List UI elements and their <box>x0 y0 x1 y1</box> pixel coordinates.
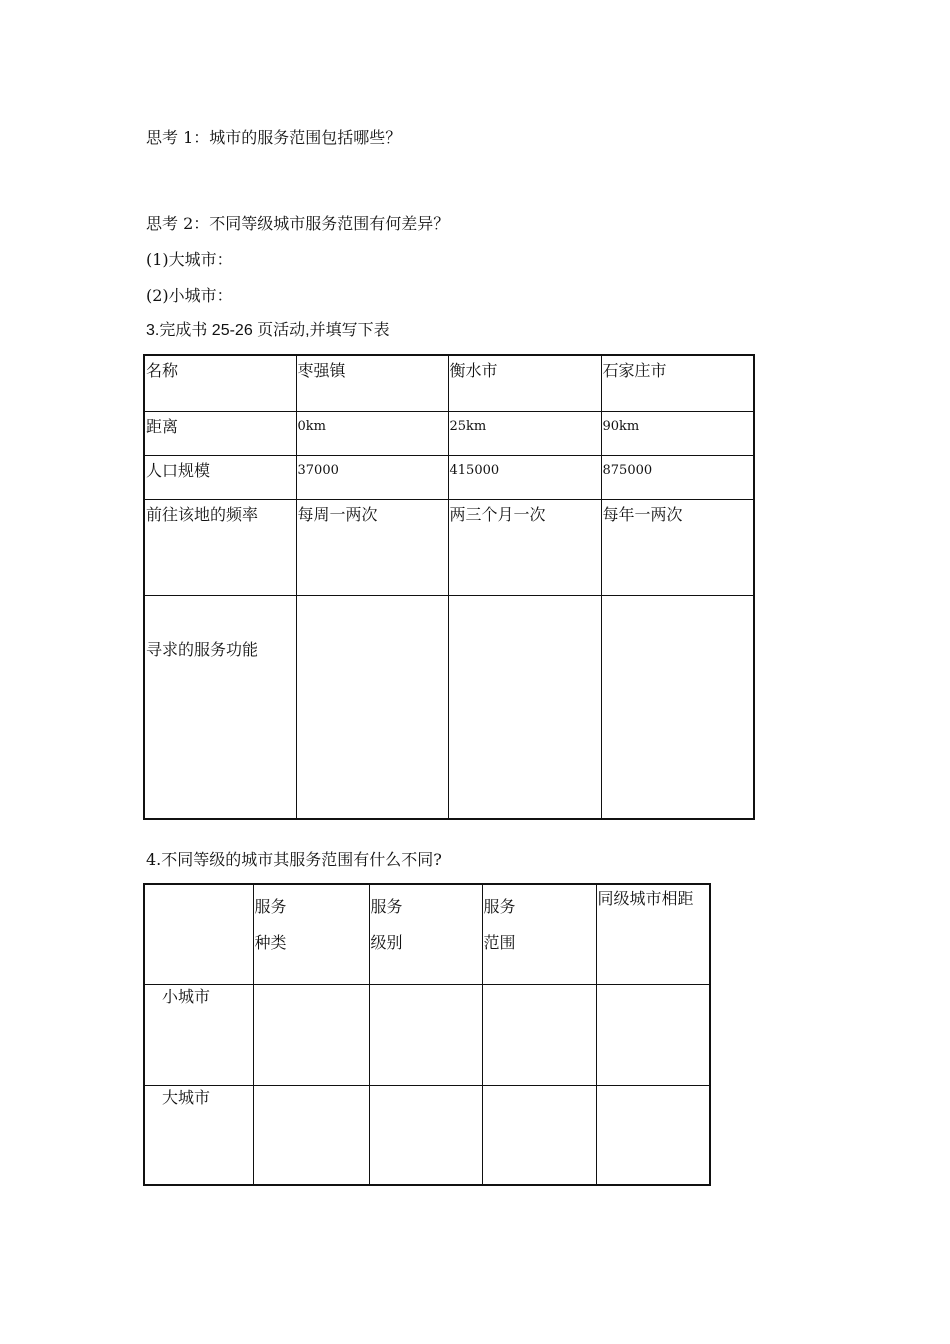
table-header-cell: 服务 级别 <box>369 884 482 984</box>
table-row <box>144 455 754 499</box>
table-header-cell: 名称 <box>144 355 296 411</box>
table-cell <box>448 595 601 819</box>
table-header-row <box>144 884 710 984</box>
question-2-item-1: (1)大城市： <box>146 250 233 269</box>
table-cell <box>253 1085 369 1185</box>
table-header-cell: 服务 种类 <box>253 884 369 984</box>
table-cell: 415000 <box>448 455 601 499</box>
table-cell: 25km <box>448 411 601 455</box>
table-row <box>144 499 754 595</box>
table-cell: 前往该地的频率 <box>144 499 296 595</box>
table-cell <box>601 595 754 819</box>
question-3: 3.完成书 25-26 页活动,并填写下表 <box>146 322 390 339</box>
table-header-cell: 衡水市 <box>448 355 601 411</box>
table-row <box>144 411 754 455</box>
question-2: 思考 2：不同等级城市服务范围有何差异？ <box>146 214 450 233</box>
table-cell: 小城市 <box>144 984 253 1085</box>
question-1: 思考 1：城市的服务范围包括哪些？ <box>146 128 402 147</box>
table-header-row <box>144 355 754 411</box>
question-4: 4.不同等级的城市其服务范围有什么不同? <box>146 850 442 869</box>
table-cell: 90km <box>601 411 754 455</box>
table-header-cell: 服务 范围 <box>482 884 596 984</box>
table-cell <box>369 1085 482 1185</box>
table-row <box>144 595 754 819</box>
table-header-cell: 同级城市相距 <box>596 884 710 984</box>
table-cell: 寻求的服务功能 <box>144 595 296 819</box>
table-row <box>144 1085 710 1185</box>
table-cell <box>369 984 482 1085</box>
table-cell <box>296 595 448 819</box>
table-cell: 距离 <box>144 411 296 455</box>
table-header-cell <box>144 884 253 984</box>
table-row <box>144 984 710 1085</box>
table-cell <box>253 984 369 1085</box>
table-cell: 大城市 <box>144 1085 253 1185</box>
table-cell: 37000 <box>296 455 448 499</box>
city-comparison-table <box>143 354 755 820</box>
table-cell: 人口规模 <box>144 455 296 499</box>
table-cell <box>482 984 596 1085</box>
table-cell: 每周一两次 <box>296 499 448 595</box>
service-range-table <box>143 883 711 1186</box>
table-cell <box>596 984 710 1085</box>
table-header-cell: 石家庄市 <box>601 355 754 411</box>
table-cell: 每年一两次 <box>601 499 754 595</box>
table-cell: 两三个月一次 <box>448 499 601 595</box>
table-cell: 0km <box>296 411 448 455</box>
table-cell <box>482 1085 596 1185</box>
table-cell: 875000 <box>601 455 754 499</box>
table-header-cell: 枣强镇 <box>296 355 448 411</box>
question-2-item-2: (2)小城市： <box>146 286 233 305</box>
table-cell <box>596 1085 710 1185</box>
